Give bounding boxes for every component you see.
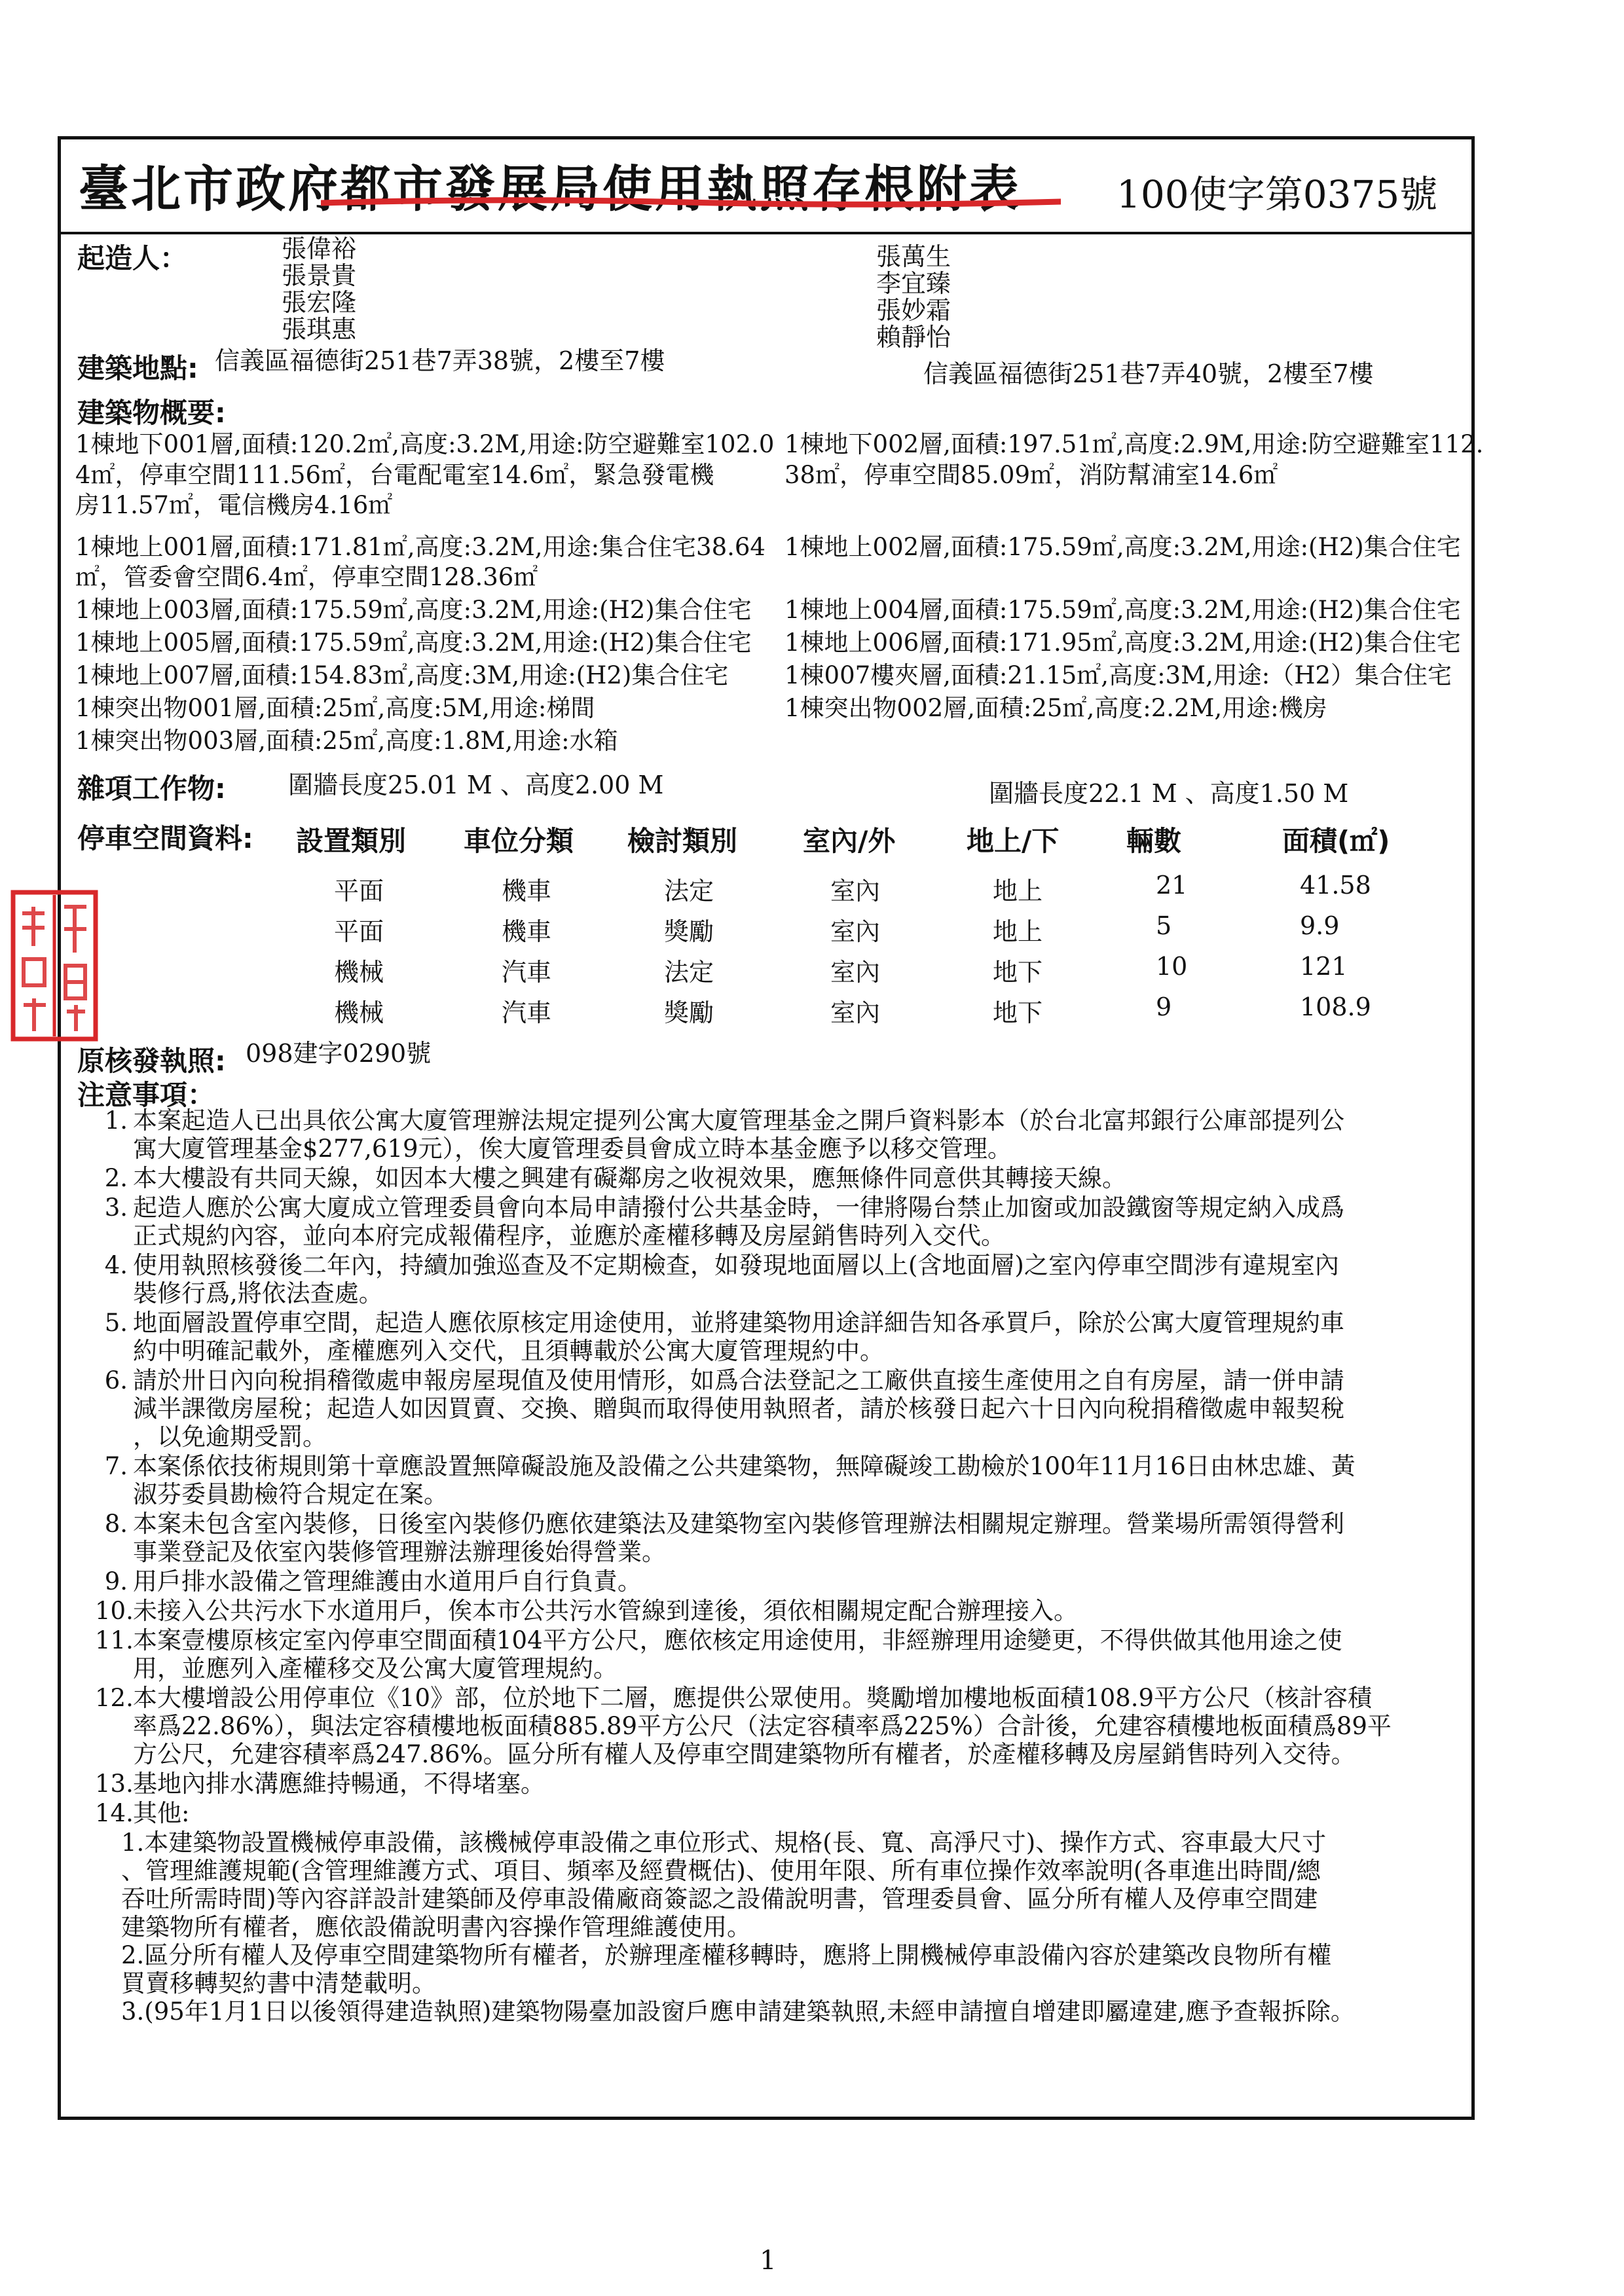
note-number: 12. xyxy=(95,1684,134,1712)
note-item xyxy=(95,1164,1477,1192)
note-item xyxy=(95,1251,1477,1307)
overview-right-line: 1棟地上004層,面積:175.59㎡,高度:3.2M,用途:(H2)集合住宅 xyxy=(784,596,1461,624)
parking-cell: 9 xyxy=(1156,993,1172,1021)
note-line: 起造人應於公寓大廈成立管理委員會向本局申請撥付公共基金時，一律將陽台禁止加窗或加設鐵窗等規定納入成爲 xyxy=(133,1194,1344,1222)
parking-cell: 汽車 xyxy=(502,958,552,987)
note-line: 方公尺，允建容積率爲247.86%。區分所有權人及停車空間建築物所有權者，於產權移轉及房屋銷售時列入交待。 xyxy=(133,1740,1356,1768)
parking-cell: 獎勵 xyxy=(664,998,714,1027)
note-body xyxy=(133,1194,1477,1250)
parking-header-cell: 地上/下 xyxy=(967,825,1060,857)
note-line: 其他: xyxy=(133,1799,190,1827)
site-right: 信義區福德街251巷7弄40號，2樓至7樓 xyxy=(923,359,1374,388)
parking-cell: 5 xyxy=(1156,911,1172,940)
note-sub-item xyxy=(95,1829,1477,1941)
note-line: 本大樓增設公用停車位《10》部，位於地下二層，應提供公眾使用。獎勵增加樓地板面積108.9平方公尺（核計容積 xyxy=(133,1684,1373,1712)
page-number: 1 xyxy=(760,2246,777,2276)
overview-right-line: 1棟地下002層,面積:197.51㎡,高度:2.9M,用途:防空避難室112. xyxy=(784,430,1484,458)
note-item xyxy=(95,1567,1477,1595)
builder-name: 張萬生 xyxy=(876,242,951,271)
note-sub-line: 2.區分所有權人及停車空間建築物所有權者，於辦理產權移轉時，應將上開機械停車設備內容於建築改良物所有權 xyxy=(121,1941,1332,1969)
note-line: 本案壹樓原核定室內停車空間面積104平方公尺，應依核定用途使用，非經辦理用途變更，不得供做其他用途之使 xyxy=(133,1626,1342,1654)
builders-right-list xyxy=(876,244,951,351)
note-number: 13. xyxy=(95,1770,134,1798)
note-body xyxy=(133,1770,1477,1798)
note-number: 9. xyxy=(104,1567,128,1595)
builder-name: 張琪惠 xyxy=(282,315,357,344)
note-item xyxy=(95,1770,1477,1798)
parking-cell: 108.9 xyxy=(1300,993,1371,1021)
parking-cell: 機械 xyxy=(334,998,384,1027)
parking-cell: 41.58 xyxy=(1300,871,1371,900)
parking-cell: 地下 xyxy=(993,998,1043,1027)
note-number: 1. xyxy=(104,1106,128,1135)
note-number: 14. xyxy=(95,1799,134,1827)
overview-left-line: 1棟地上003層,面積:175.59㎡,高度:3.2M,用途:(H2)集合住宅 xyxy=(75,596,752,624)
note-line: 用戶排水設備之管理維護由水道用戶自行負責。 xyxy=(133,1567,642,1595)
overview-left-line: 1棟地上001層,面積:171.81㎡,高度:3.2M,用途:集合住宅38.64 xyxy=(75,533,766,561)
note-number: 11. xyxy=(95,1626,134,1654)
note-number: 5. xyxy=(104,1309,128,1337)
note-line: 地面層設置停車空間，起造人應依原核定用途使用，並將建築物用途詳細告知各承買戶，除於公寓大廈管理規約車 xyxy=(133,1309,1344,1337)
parking-cell: 9.9 xyxy=(1300,911,1340,940)
parking-cell: 地上 xyxy=(993,877,1043,905)
parking-cell: 地下 xyxy=(993,958,1043,987)
overview-right-line: 1棟突出物002層,面積:25㎡,高度:2.2M,用途:機房 xyxy=(784,694,1327,722)
parking-cell: 機械 xyxy=(334,958,384,987)
parking-header-cell: 輛數 xyxy=(1126,825,1182,857)
parking-cell: 獎勵 xyxy=(664,917,714,946)
misc-label: 雜項工作物: xyxy=(77,773,226,805)
note-item xyxy=(95,1366,1477,1451)
note-body xyxy=(133,1626,1477,1683)
note-item xyxy=(95,1510,1477,1566)
note-sub-item xyxy=(95,1997,1477,2026)
note-line: 本案未包含室內裝修，日後室內裝修仍應依建築法及建築物室內裝修管理辦法相關規定辦理。營業場所需領得營利 xyxy=(133,1510,1344,1538)
builders-left-list xyxy=(282,236,356,343)
overview-right-line: 38㎡，停車空間85.09㎡，消防幫浦室14.6㎡ xyxy=(784,461,1278,489)
note-sub-item xyxy=(95,1941,1477,1997)
parking-cell: 法定 xyxy=(664,958,714,987)
note-number: 10. xyxy=(95,1597,134,1625)
builder-name: 李宜臻 xyxy=(876,269,951,298)
note-sub-line: 吞吐所需時間)等內容詳設計建築師及停車設備廠商簽認之設備說明書，管理委員會、區分所有權人及停車空間建 xyxy=(121,1885,1318,1913)
note-line: 基地內排水溝應維持暢通，不得堵塞。 xyxy=(133,1770,545,1798)
note-line: ，以免逾期受罰。 xyxy=(133,1423,327,1451)
note-body xyxy=(133,1799,1477,1827)
note-line: 約中明確記載外，產權應列入交代，且須轉載於公寓大廈管理規約中。 xyxy=(133,1337,884,1365)
note-item xyxy=(95,1684,1477,1768)
note-number: 4. xyxy=(104,1251,128,1279)
note-body xyxy=(133,1567,1477,1595)
notes-label: 注意事項： xyxy=(77,1079,215,1111)
overview-left-line: 1棟突出物003層,面積:25㎡,高度:1.8M,用途:水箱 xyxy=(75,727,618,755)
note-body xyxy=(133,1510,1477,1566)
note-number: 2. xyxy=(104,1164,128,1192)
note-item xyxy=(95,1106,1477,1163)
red-seal-stamp-icon xyxy=(4,887,102,1044)
note-line: 裝修行爲,將依法查處。 xyxy=(133,1279,383,1307)
site-left: 信義區福德街251巷7弄38號，2樓至7樓 xyxy=(215,346,665,375)
parking-cell: 室內 xyxy=(830,998,881,1027)
builder-name: 賴靜怡 xyxy=(876,323,951,352)
note-sub-line: 、管理維護規範(含管理維護方式、項目、頻率及經費概估)、使用年限、所有車位操作效率說明(各車進出時間/總 xyxy=(121,1857,1321,1885)
parking-cell: 汽車 xyxy=(502,998,552,1027)
note-body xyxy=(133,1366,1477,1451)
parking-header-cell: 設置類別 xyxy=(296,825,407,857)
note-number: 3. xyxy=(104,1194,128,1222)
note-sub-line: 3.(95年1月1日以後領得建造執照)建築物陽臺加設窗戶應申請建築執照,未經申請擅自增建即屬違建,應予查報拆除。 xyxy=(121,1997,1355,2026)
note-sub-line: 1.本建築物設置機械停車設備，該機械停車設備之車位形式、規格(長、寬、高淨尺寸)、操作方式、容車最大尺寸 xyxy=(121,1829,1327,1857)
original-permit-value: 098建字0290號 xyxy=(246,1039,432,1068)
overview-left-line: 1棟突出物001層,面積:25㎡,高度:5M,用途:梯間 xyxy=(75,694,595,722)
builder-name: 張偉裕 xyxy=(282,234,357,263)
note-item xyxy=(95,1194,1477,1250)
note-line: 請於卅日內向稅捐稽徵處申報房屋現值及使用情形，如爲合法登記之工廠供直接生產使用之自有房屋，請一併申請 xyxy=(133,1366,1344,1394)
note-line: 事業登記及依室內裝修管理辦法辦理後始得營業。 xyxy=(133,1538,666,1566)
builder-name: 張宏隆 xyxy=(282,288,357,317)
overview-left-line: 1棟地上007層,面積:154.83㎡,高度:3M,用途:(H2)集合住宅 xyxy=(75,661,729,689)
parking-header-cell: 室內/外 xyxy=(803,825,896,857)
red-underline-mark xyxy=(321,196,1061,208)
overview-left-line: 1棟地上005層,面積:175.59㎡,高度:3.2M,用途:(H2)集合住宅 xyxy=(75,629,752,657)
parking-cell: 平面 xyxy=(334,917,384,946)
builders-label: 起造人： xyxy=(77,242,188,274)
note-line: 正式規約內容，並向本府完成報備程序，並應於產權移轉及房屋銷售時列入交代。 xyxy=(133,1222,1005,1250)
note-body xyxy=(133,1597,1477,1625)
misc-right: 圍牆長度22.1 M 、高度1.50 M xyxy=(989,779,1349,808)
parking-cell: 平面 xyxy=(334,877,384,905)
overview-left-line: 1棟地下001層,面積:120.2㎡,高度:3.2M,用途:防空避難室102.0 xyxy=(75,430,775,458)
note-line: 使用執照核發後二年內，持續加強巡查及不定期檢查，如發現地面層以上(含地面層)之室內停車空間涉有違規室內 xyxy=(133,1251,1339,1279)
parking-cell: 機車 xyxy=(502,877,552,905)
overview-right-line: 1棟地上006層,面積:171.95㎡,高度:3.2M,用途:(H2)集合住宅 xyxy=(784,629,1461,657)
note-line: 未接入公共污水下水道用戶，俟本市公共污水管線到達後，須依相關規定配合辦理接入。 xyxy=(133,1597,1078,1625)
parking-cell: 地上 xyxy=(993,917,1043,946)
permit-number: 100使字第0375號 xyxy=(1116,172,1438,217)
misc-left: 圍牆長度25.01 M 、高度2.00 M xyxy=(288,771,664,799)
note-item xyxy=(95,1799,1477,1827)
note-body xyxy=(133,1106,1477,1163)
note-line: 減半課徵房屋稅；起造人如因買賣、交換、贈與而取得使用執照者，請於核發日起六十日內向稅捐稽徵處申報契稅 xyxy=(133,1394,1344,1423)
builder-name: 張妙霜 xyxy=(876,296,951,325)
overview-left-line: ㎡，管委會空間6.4㎡，停車空間128.36㎡ xyxy=(75,563,538,591)
parking-header-cell: 車位分類 xyxy=(464,825,574,857)
parking-label: 停車空間資料: xyxy=(77,822,253,854)
parking-cell: 21 xyxy=(1156,871,1188,900)
parking-header-cell: 檢討類別 xyxy=(627,825,738,857)
parking-cell: 機車 xyxy=(502,917,552,946)
site-label: 建築地點: xyxy=(77,352,198,384)
note-line: 寓大廈管理基金$277,619元），俟大廈管理委員會成立時本基金應予以移交管理。 xyxy=(133,1135,1012,1163)
builder-name: 張景貴 xyxy=(282,261,357,290)
note-body xyxy=(133,1309,1477,1365)
note-line: 本案係依技術規則第十章應設置無障礙設施及設備之公共建築物，無障礙竣工勘檢於100年11月16日由林忠雄、黃 xyxy=(133,1452,1356,1480)
note-body xyxy=(133,1452,1477,1508)
note-body xyxy=(133,1164,1477,1192)
note-item xyxy=(95,1597,1477,1625)
note-line: 淑芬委員勘檢符合規定在案。 xyxy=(133,1480,448,1508)
note-line: 率爲22.86%），與法定容積樓地板面積885.89平方公尺（法定容積率爲225%）合計後，允建容積樓地板面積爲89平 xyxy=(133,1712,1392,1740)
overview-label: 建築物概要: xyxy=(77,397,226,429)
overview-left-line: 4㎡，停車空間111.56㎡，台電配電室14.6㎡，緊急發電機 xyxy=(75,461,714,489)
note-sub-line: 買賣移轉契約書中清楚載明。 xyxy=(121,1969,436,1997)
note-line: 本案起造人已出具依公寓大廈管理辦法規定提列公寓大廈管理基金之開戶資料影本（於台北富邦銀行公庫部提列公 xyxy=(133,1106,1344,1135)
note-item xyxy=(95,1452,1477,1508)
parking-cell: 室內 xyxy=(830,917,881,946)
parking-cell: 法定 xyxy=(664,877,714,905)
parking-cell: 室內 xyxy=(830,958,881,987)
note-line: 用，並應列入產權移交及公寓大廈管理規約。 xyxy=(133,1654,618,1683)
note-body xyxy=(133,1684,1477,1768)
note-line: 本大樓設有共同天線，如因本大樓之興建有礙鄰房之收視效果，應無條件同意供其轉接天線。 xyxy=(133,1164,1126,1192)
parking-cell: 121 xyxy=(1300,952,1348,981)
parking-header-cell: 面積(㎡) xyxy=(1282,825,1390,857)
note-number: 8. xyxy=(104,1510,128,1538)
note-body xyxy=(133,1251,1477,1307)
note-number: 6. xyxy=(104,1366,128,1394)
parking-cell: 10 xyxy=(1156,952,1188,981)
page-title: 臺北市政府都市發展局使用執照存根附表 xyxy=(79,160,1022,218)
overview-right-line: 1棟地上002層,面積:175.59㎡,高度:3.2M,用途:(H2)集合住宅 xyxy=(784,533,1461,561)
notes-list xyxy=(95,1106,1477,2026)
note-item xyxy=(95,1626,1477,1683)
overview-left-line: 房11.57㎡，電信機房4.16㎡ xyxy=(75,491,393,519)
note-item xyxy=(95,1309,1477,1365)
parking-cell: 室內 xyxy=(830,877,881,905)
note-sub-line: 建築物所有權者，應依設備說明書內容操作管理維護使用。 xyxy=(121,1913,751,1941)
original-permit-label: 原核發執照: xyxy=(77,1045,226,1077)
overview-right-line: 1棟007樓夾層,面積:21.15㎡,高度:3M,用途:（H2）集合住宅 xyxy=(784,661,1452,689)
note-number: 7. xyxy=(104,1452,128,1480)
